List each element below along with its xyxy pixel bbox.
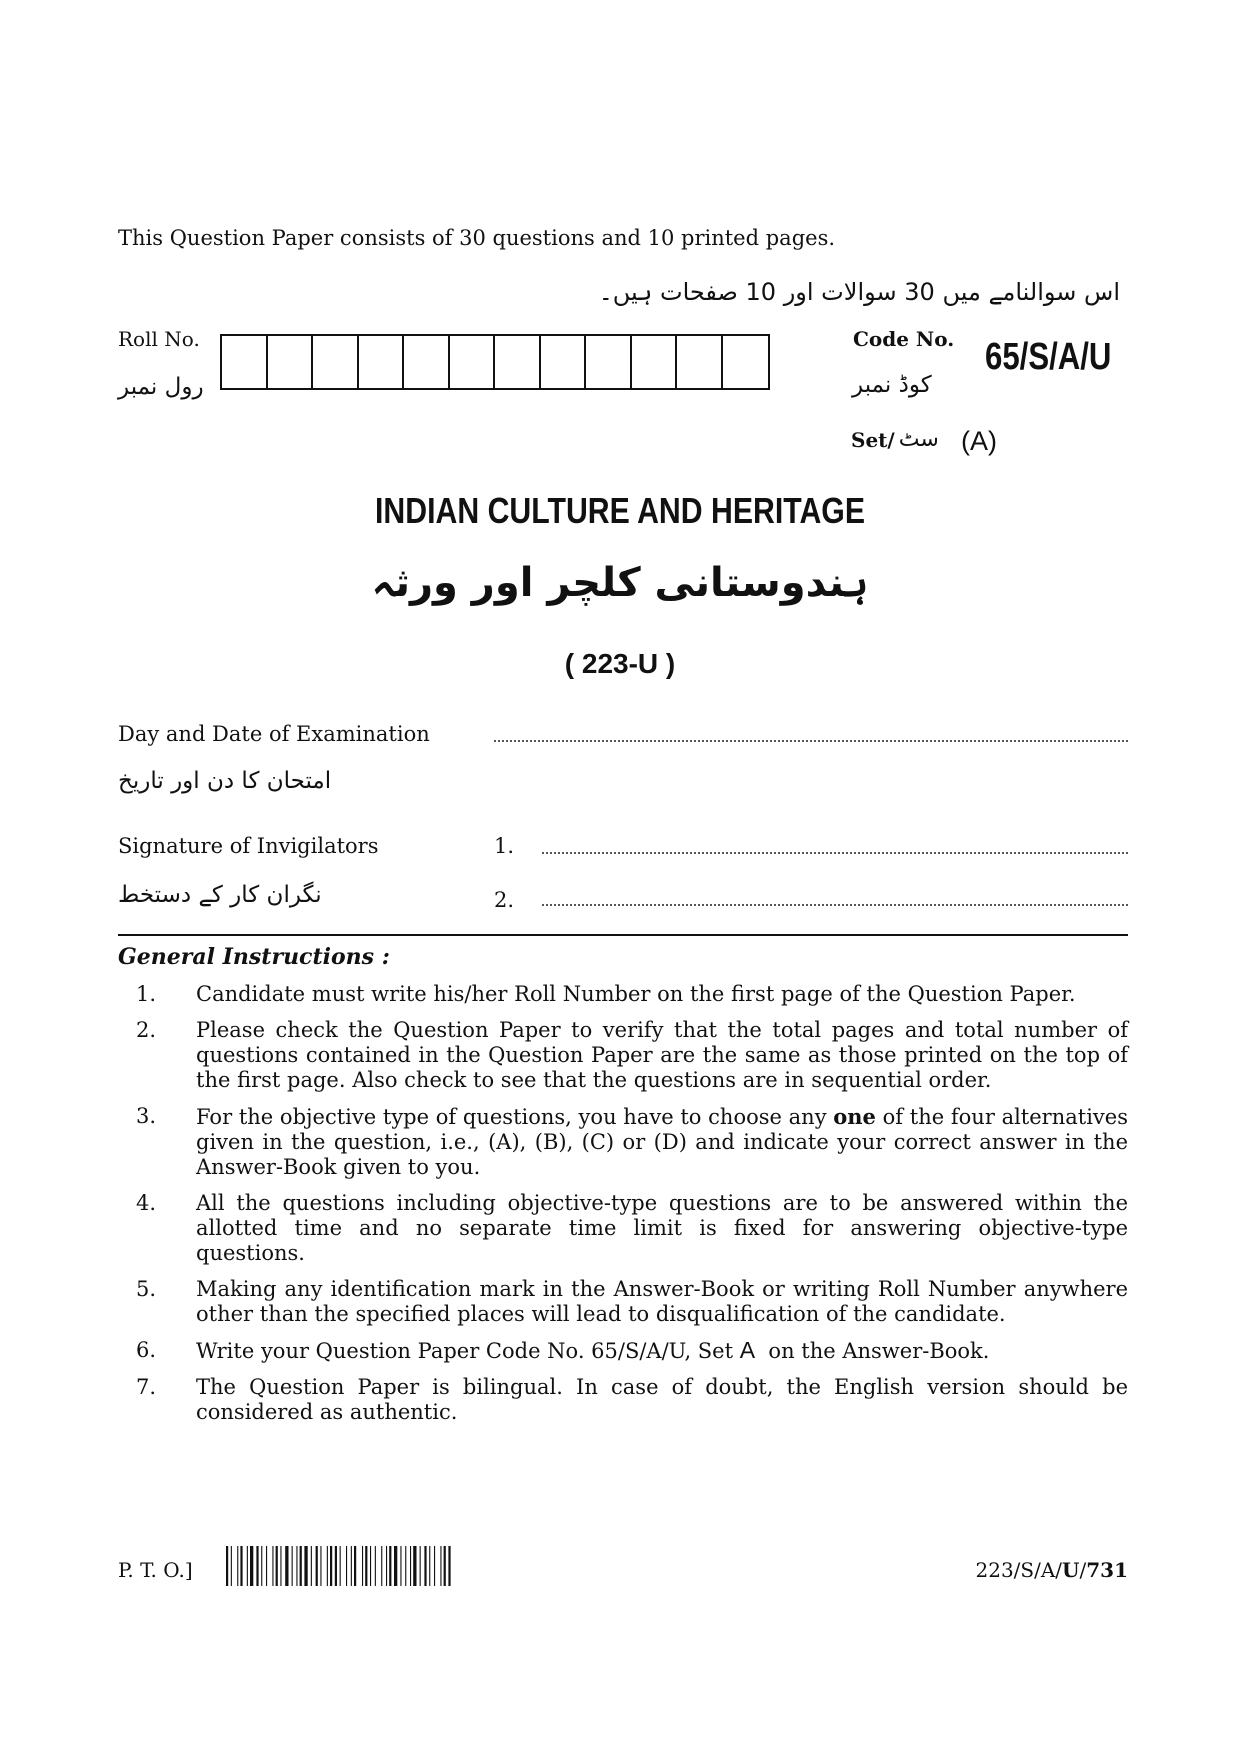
barcode-bar — [300, 1546, 302, 1586]
barcode-bar — [276, 1546, 278, 1586]
set-label-urdu: سٹ — [898, 427, 939, 452]
roll-digit-box[interactable] — [268, 336, 314, 388]
instruction-text-part: For the objective type of questions, you have to choose any — [196, 1105, 834, 1129]
instruction-text-part: on the Answer-Book. — [755, 1339, 990, 1363]
instruction-text: The Question Paper is bilingual. In case of doubt, the English version should be considered as authentic. — [196, 1375, 1128, 1424]
instruction-number: 1. — [136, 982, 157, 1006]
barcode-bar — [304, 1546, 307, 1586]
barcode-bar — [330, 1546, 332, 1586]
paper-footer-code — [976, 1558, 1129, 1582]
barcode-bar — [351, 1546, 352, 1586]
subject-code: ( 223-U ) — [564, 648, 676, 679]
instruction-number: 5. — [136, 1277, 157, 1301]
instruction-text-part: Write your Question Paper Code No. 65/S/A/U, Set — [196, 1339, 740, 1363]
signature-line-2[interactable] — [542, 904, 1128, 906]
set-label-english: Set/ — [851, 427, 895, 452]
barcode-bar — [272, 1546, 273, 1586]
intro-english: This Question Paper consists of 30 questions and 10 printed pages. — [118, 226, 836, 250]
instruction-emphasis: one — [833, 1104, 876, 1129]
code-no-urdu-label: کوڈ نمبر — [852, 372, 932, 398]
barcode-bar — [256, 1546, 258, 1586]
barcode-bar — [405, 1546, 406, 1586]
instructions-heading: General Instructions : — [118, 944, 390, 970]
divider — [118, 934, 1128, 936]
instruction-number: 7. — [136, 1375, 157, 1399]
barcode-bar — [316, 1546, 318, 1586]
paper-title-urdu: ہندوستانی کلچر اور ورثہ — [371, 560, 869, 606]
instruction-number: 3. — [136, 1104, 157, 1128]
instruction-number: 2. — [136, 1018, 157, 1042]
roll-digit-box[interactable] — [723, 336, 769, 388]
set-label — [851, 427, 939, 452]
roll-digit-box[interactable] — [359, 336, 405, 388]
signature-line-1[interactable] — [542, 852, 1128, 854]
roll-digit-box[interactable] — [313, 336, 359, 388]
code-no-value: 65/S/A/U — [985, 336, 1112, 378]
barcode-bar — [413, 1546, 416, 1586]
instructions-list — [118, 982, 1128, 1436]
barcode-bar — [354, 1546, 356, 1586]
barcode-bar — [424, 1546, 426, 1586]
barcode-bar — [389, 1546, 391, 1586]
instruction-text — [196, 1338, 1128, 1364]
signature-line-2-number: 2. — [494, 888, 515, 912]
instruction-text: Candidate must write his/her Roll Number on the first page of the Question Paper. — [196, 982, 1076, 1006]
barcode-bar — [365, 1546, 367, 1586]
barcode-bar — [340, 1546, 341, 1586]
barcode-bar — [394, 1546, 397, 1586]
signature-label: Signature of Invigilators — [118, 834, 379, 858]
footer-code-sep: / — [1079, 1558, 1087, 1582]
barcode-bar — [444, 1546, 446, 1586]
barcode-bar — [448, 1546, 450, 1586]
barcode-bar — [250, 1546, 253, 1586]
instruction-item — [118, 1018, 1128, 1093]
roll-digit-box[interactable] — [586, 336, 632, 388]
barcode-bar — [296, 1546, 297, 1586]
instruction-item — [118, 1277, 1128, 1327]
instruction-item — [118, 982, 1128, 1007]
barcode-bar — [311, 1546, 312, 1586]
signature-line-1-number: 1. — [494, 834, 515, 858]
barcode-bar — [434, 1546, 435, 1586]
barcode — [226, 1546, 556, 1586]
pto-marker: P. T. O.] — [118, 1558, 193, 1582]
footer-code-prefix: 223/S/A/ — [975, 1558, 1063, 1582]
barcode-bar — [400, 1546, 401, 1586]
barcode-bar — [240, 1546, 242, 1586]
barcode-bar — [320, 1546, 321, 1586]
barcode-bar — [292, 1546, 293, 1586]
instruction-text: All the questions including objective-type questions are to be answered within the allotted time and no separate time limit is fixed for answering objective-type questions. — [196, 1191, 1128, 1265]
barcode-bar — [410, 1546, 411, 1586]
barcode-bar — [370, 1546, 371, 1586]
roll-digit-box[interactable] — [450, 336, 496, 388]
barcode-bar — [237, 1546, 238, 1586]
set-value: (A) — [961, 426, 997, 456]
footer-code-u: U — [1062, 1558, 1080, 1582]
instruction-item — [118, 1104, 1128, 1180]
roll-digit-box[interactable] — [541, 336, 587, 388]
roll-digit-box[interactable] — [677, 336, 723, 388]
roll-number-boxes[interactable] — [220, 334, 770, 390]
barcode-bar — [327, 1546, 328, 1586]
barcode-bar — [231, 1546, 232, 1586]
barcode-bar — [420, 1546, 421, 1586]
instruction-text: Please check the Question Paper to verify that the total pages and total number of questions contained in the Question Paper are the same as those printed on the top of the first page. Also check to see that the questions are in sequential order. — [196, 1018, 1128, 1092]
barcode-bar — [429, 1546, 430, 1586]
roll-digit-box[interactable] — [632, 336, 678, 388]
footer-code-num: 731 — [1086, 1558, 1128, 1582]
barcode-bar — [266, 1546, 267, 1586]
instruction-number: 6. — [136, 1338, 157, 1362]
roll-no-label: Roll No. — [118, 327, 200, 351]
barcode-bar — [362, 1546, 363, 1586]
roll-digit-box[interactable] — [404, 336, 450, 388]
barcode-bar — [440, 1546, 441, 1586]
code-no-label: Code No. — [853, 327, 955, 351]
instruction-text — [196, 1104, 1128, 1180]
instruction-text: Making any identification mark in the Answer-Book or writing Roll Number anywhere other than the specified places will lead to disqualification of the candidate. — [196, 1277, 1128, 1326]
signature-urdu-label: نگران کار کے دستخط — [118, 882, 322, 908]
day-date-input-line[interactable] — [494, 740, 1128, 742]
day-date-urdu-label: امتحان کا دن اور تاریخ — [118, 768, 332, 794]
roll-digit-box[interactable] — [222, 336, 268, 388]
roll-digit-box[interactable] — [495, 336, 541, 388]
barcode-bar — [386, 1546, 387, 1586]
barcode-bar — [261, 1546, 262, 1586]
instruction-number: 4. — [136, 1191, 157, 1215]
barcode-bar — [280, 1546, 281, 1586]
intro-urdu: اس سوالنامے میں 30 سوالات اور 10 صفحات ہیں۔ — [598, 278, 1120, 306]
barcode-bar — [346, 1546, 347, 1586]
paper-title: INDIAN CULTURE AND HERITAGE — [375, 490, 865, 531]
instruction-text-part: of the four alternatives given in the question, i.e., (A), (B), (C) or (D) and indicate your correct answer in the Answer-Book given to you. — [196, 1105, 1128, 1179]
barcode-bar — [381, 1546, 382, 1586]
day-date-label: Day and Date of Examination — [118, 722, 430, 746]
barcode-bar — [335, 1546, 337, 1586]
barcode-bar — [285, 1546, 288, 1586]
barcode-bar — [226, 1546, 228, 1586]
instruction-set-value: A — [739, 1337, 756, 1363]
barcode-bar — [247, 1546, 248, 1586]
barcode-bar — [375, 1546, 376, 1586]
instruction-item — [118, 1338, 1128, 1364]
roll-no-urdu-label: رول نمبر — [118, 374, 204, 400]
instruction-item — [118, 1375, 1128, 1425]
instruction-item — [118, 1191, 1128, 1266]
